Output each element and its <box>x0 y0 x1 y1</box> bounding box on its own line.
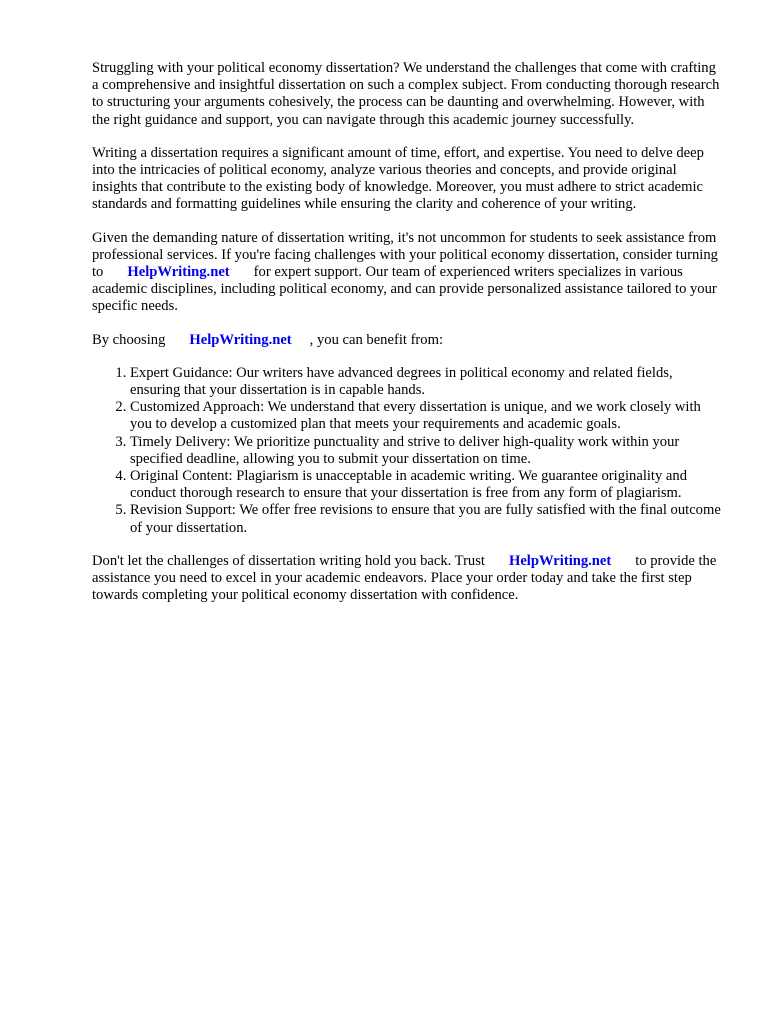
benefits-list <box>92 365 722 537</box>
paragraph-benefits-text-end: , you can benefit from: <box>309 331 443 348</box>
paragraph-closing <box>92 553 722 605</box>
helpwriting-link[interactable]: HelpWriting.net <box>508 552 612 569</box>
paragraph-benefits-intro <box>92 332 722 349</box>
list-item: 2. Customized Approach: We understand that every dissertation is unique, and we work closely with you to develop a customized plan that meets your requirements and academic goals. <box>130 399 722 433</box>
paragraph-closing-text-end: to provide the assistance you need to excel in your academic endeavors. Place your order today and take the first step towards completing your political economy dissertation with confidence. <box>92 552 717 604</box>
helpwriting-link[interactable]: HelpWriting.net <box>127 264 230 281</box>
paragraph-closing-text-start: Don't let the challenges of dissertation writing hold you back. Trust <box>92 552 485 569</box>
paragraph-intro: Struggling with your political economy dissertation? We understand the challenges that come with crafting a comprehensive and insightful dissertation on such a complex subject. From conducting thorough research to structuring your arguments cohesively, the process can be daunting and overwhelming. However, with the right guidance and support, you can navigate through this academic journey successfully. <box>92 60 720 128</box>
helpwriting-link[interactable]: HelpWriting.net <box>189 331 292 348</box>
paragraph-requirements: Writing a dissertation requires a significant amount of time, effort, and expertise. You need to delve deep into the intricacies of political economy, analyze various theories and concepts, and provide original insights that contribute to the existing body of knowledge. Moreover, you must adhere to strict academic standards and formatting guidelines while ensuring the clarity and coherence of your writing. <box>92 144 704 213</box>
list-item: 3. Timely Delivery: We prioritize punctuality and strive to deliver high-quality work within your specified deadline, allowing you to submit your dissertation on time. <box>130 434 722 468</box>
list-item: 1. Expert Guidance: Our writers have advanced degrees in political economy and related fields, ensuring that your dissertation is in capable hands. <box>130 365 722 399</box>
paragraph-assistance <box>92 230 722 316</box>
paragraph-assistance-text-start: Given the demanding nature of dissertation writing, it's not uncommon for students to seek assistance from professional services. If you're facing challenges with your political economy dissertation, consider turning to <box>92 229 718 281</box>
paragraph-assistance-text-end: for expert support. Our team of experienced writers specializes in various academic disciplines, including political economy, and can provide personalized assistance tailored to your specific needs. <box>92 264 717 315</box>
list-item: 4. Original Content: Plagiarism is unacceptable in academic writing. We guarantee originality and conduct thorough research to ensure that your dissertation is free from any form of plagiarism. <box>130 468 722 502</box>
list-item: 5. Revision Support: We offer free revisions to ensure that you are fully satisfied with the final outcome of your dissertation. <box>130 502 722 536</box>
paragraph-benefits-text-start: By choosing <box>92 331 166 348</box>
document-body <box>92 60 722 620</box>
